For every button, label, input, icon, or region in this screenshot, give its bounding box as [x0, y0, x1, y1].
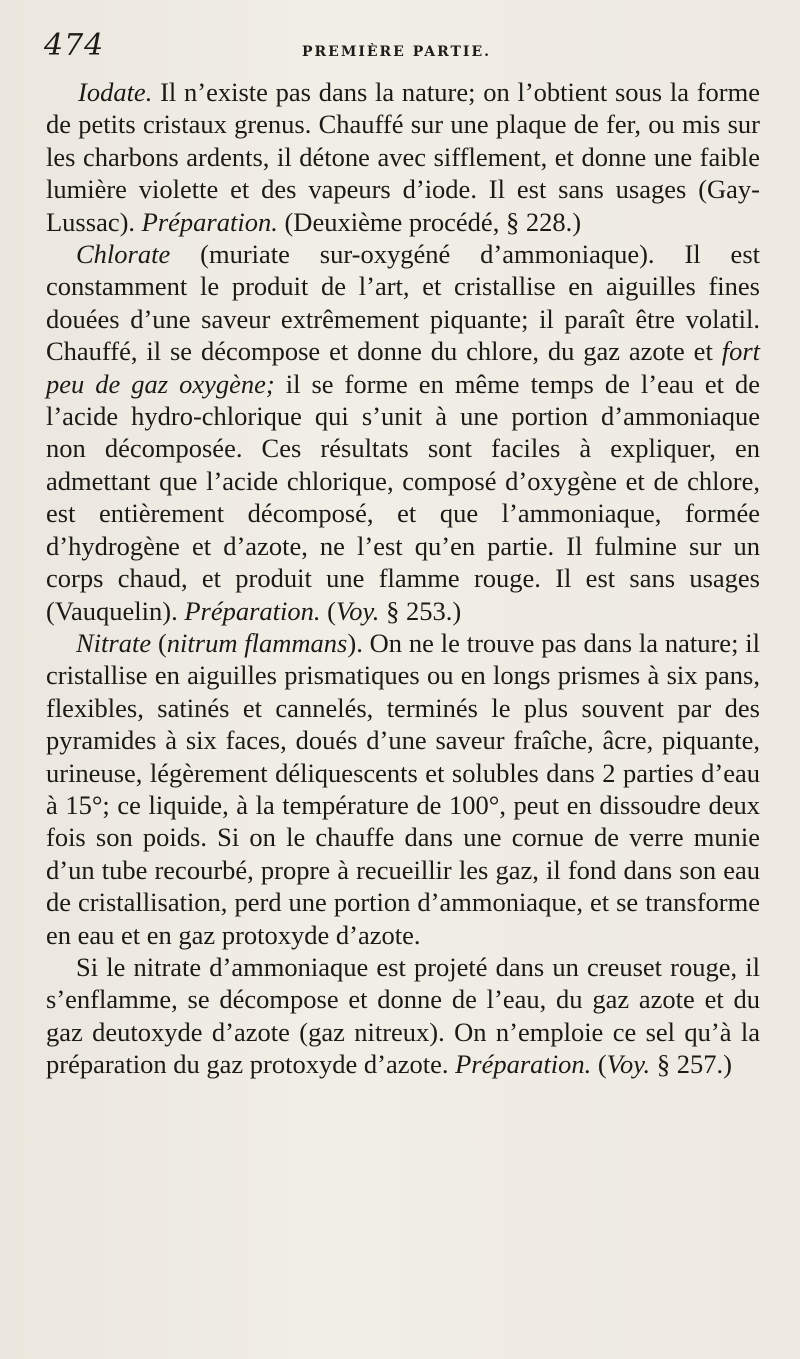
running-head: PREMIÈRE PARTIE.	[302, 44, 492, 60]
preparation-label: Préparation.	[455, 1049, 592, 1080]
paragraph-nitrate	[46, 627, 760, 951]
voy-reference: Voy.	[606, 1049, 651, 1080]
page-number: 474	[44, 28, 105, 63]
term-iodate: Iodate.	[78, 77, 153, 107]
paragraph-text: (muriate sur-oxygéné d’ammoniaque). Il est constamment le produit de l’art, et cristallise en aiguilles fines douées d’une saveur extrêmement piquante; il paraît être volatil. Chauffé, il se décompose et donne du chlore, du gaz azote et	[46, 239, 760, 367]
page-header	[44, 28, 760, 68]
emphasis-text: fort peu de gaz oxygène;	[46, 336, 760, 399]
paragraph-text: ). On ne le trouve pas dans la nature; il cristallise en aiguilles prismatiques ou en longs prismes à six pans, flexibles, satinés et cannelés, terminés le plus souvent par des pyramides à six faces, doués d’une saveur fraîche, âcre, piquante, urineuse, légèrement déliquescents et solubles dans 2 parties d’eau à 15°; ce liquide, à la température de 100°, peut en dissoudre deux fois son poids. Si on le chauffe dans une cornue de verre munie d’un tube recourbé, propre à recueillir les gaz, il fond dans son eau de cristallisation, perd une portion d’ammoniaque, et se transforme en eau et en gaz protoxyde d’azote.	[46, 627, 761, 950]
voy-reference: Voy.	[336, 595, 380, 626]
preparation-reference: (Deuxième procédé, § 228.)	[277, 206, 582, 237]
paragraph-nitrate-decomposition	[46, 951, 760, 1081]
latin-name: nitrum flammans	[166, 627, 348, 658]
page-body	[46, 76, 760, 1081]
term-nitrate: Nitrate	[76, 627, 152, 658]
paragraph-iodate	[46, 76, 760, 238]
paragraph-text: (	[151, 627, 167, 658]
preparation-label: Préparation.	[141, 206, 278, 237]
term-chlorate: Chlorate	[76, 239, 171, 270]
preparation-open: (	[320, 595, 336, 626]
paragraph-text: Il n’existe pas dans la nature; on l’obtient sous la forme de petits cristaux grenus. Chauffé sur une plaque de fer, ou mis sur les charbons ardents, il détone avec sifflement, et donne une faible lumière violette et des vapeurs d’iode. Il est sans usages (Gay-Lussac).	[46, 77, 760, 237]
paragraph-text: il se forme en même temps de l’eau et de l’acide hydro-chlorique qui s’unit à une portion d’ammoniaque non décomposée. Ces résultats sont faciles à expliquer, en admettant que l’acide chlorique, composé d’oxygène et de chlore, est entièrement décomposé, et que l’ammoniaque, formée d’hydrogène et d’azote, ne l’est qu’en partie. Il fulmine sur un corps chaud, et produit une flamme rouge. Il est sans usages (Vauquelin).	[46, 368, 760, 626]
preparation-label: Préparation.	[184, 595, 321, 626]
preparation-close: § 253.)	[379, 595, 462, 626]
paragraph-chlorate	[46, 238, 760, 627]
paragraph-text: Si le nitrate d’ammoniaque est projeté dans un creuset rouge, il s’enflamme, se décompose et donne de l’eau, du gaz azote et du gaz deutoxyde d’azote (gaz nitreux). On n’emploie ce sel qu’à la préparation du gaz protoxyde d’azote.	[46, 951, 760, 1080]
preparation-open: (	[591, 1049, 607, 1080]
preparation-close: § 257.)	[650, 1049, 732, 1080]
